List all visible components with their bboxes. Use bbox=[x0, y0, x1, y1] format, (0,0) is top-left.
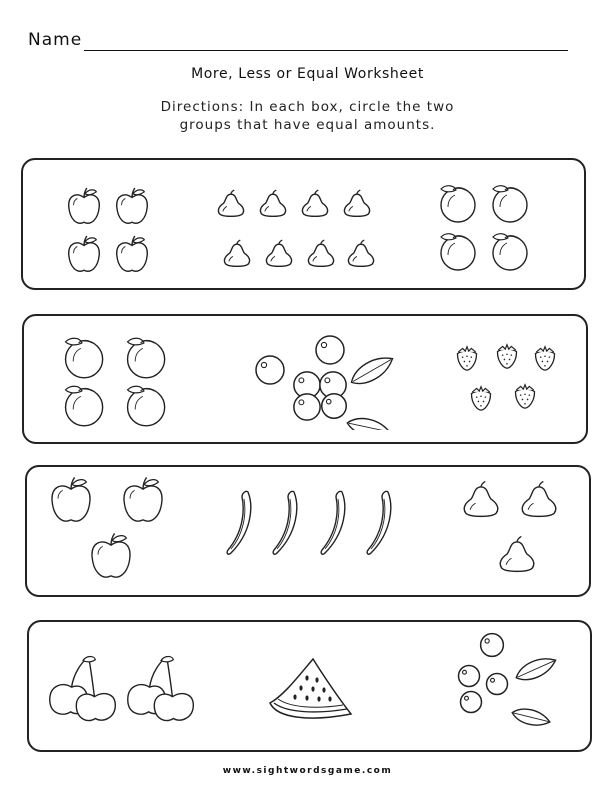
blueberry-icon bbox=[487, 674, 508, 695]
strawberry-icon bbox=[497, 345, 516, 368]
pear-icon bbox=[522, 481, 556, 516]
group-blueberries[interactable] bbox=[451, 630, 581, 734]
orange-icon bbox=[441, 186, 475, 222]
pear-icon bbox=[308, 240, 333, 266]
blueberry-icon bbox=[316, 336, 344, 364]
pear-icon bbox=[260, 190, 285, 216]
pear-icon bbox=[266, 240, 291, 266]
directions-line-1: Directions: In each box, circle the two bbox=[160, 99, 455, 115]
pear-icon bbox=[302, 190, 327, 216]
blueberry-icon bbox=[256, 356, 284, 384]
orange-icon bbox=[493, 186, 527, 222]
banana-icon bbox=[321, 491, 345, 554]
banana-icon bbox=[273, 491, 297, 554]
group-oranges[interactable] bbox=[431, 178, 535, 278]
group-cherries[interactable] bbox=[43, 648, 203, 734]
group-watermelon[interactable] bbox=[265, 654, 357, 726]
group-blueberries[interactable] bbox=[248, 330, 400, 430]
pear-icon bbox=[218, 190, 243, 216]
group-oranges[interactable] bbox=[56, 330, 176, 430]
orange-icon bbox=[128, 338, 165, 378]
orange-icon bbox=[66, 386, 103, 426]
footer-website: www.sightwordsgame.com bbox=[222, 766, 393, 776]
leaf-icon bbox=[346, 415, 391, 430]
apple-icon bbox=[52, 477, 90, 521]
blueberry-icon bbox=[459, 666, 480, 687]
group-pears[interactable] bbox=[455, 469, 565, 587]
strawberry-icon bbox=[515, 385, 534, 408]
apple-icon bbox=[69, 188, 100, 223]
cherry-icon bbox=[128, 657, 194, 721]
blueberry-icon bbox=[294, 394, 320, 420]
watermelon-slice-icon bbox=[270, 659, 351, 718]
leaf-icon bbox=[510, 706, 551, 730]
directions-line-2: groups that have equal amounts. bbox=[179, 117, 436, 133]
strawberry-icon bbox=[457, 347, 476, 370]
orange-icon bbox=[441, 234, 475, 270]
pear-icon bbox=[344, 190, 369, 216]
group-pears[interactable] bbox=[211, 182, 381, 278]
problem-box-1 bbox=[21, 158, 586, 290]
name-label: Name bbox=[28, 30, 83, 50]
group-strawberries[interactable] bbox=[450, 342, 566, 420]
problem-box-3 bbox=[25, 465, 591, 597]
leaf-icon bbox=[347, 351, 397, 390]
blueberry-icon bbox=[461, 692, 482, 713]
apple-icon bbox=[117, 188, 148, 223]
group-apples[interactable] bbox=[61, 184, 161, 280]
problem-box-2 bbox=[22, 314, 588, 444]
cherry-icon bbox=[50, 657, 116, 721]
banana-icon bbox=[227, 491, 251, 554]
strawberry-icon bbox=[471, 387, 490, 410]
orange-icon bbox=[66, 338, 103, 378]
worksheet-title: More, Less or Equal Worksheet bbox=[191, 66, 424, 82]
name-line[interactable] bbox=[84, 50, 568, 51]
orange-icon bbox=[128, 386, 165, 426]
banana-icon bbox=[367, 491, 391, 554]
strawberry-icon bbox=[535, 347, 554, 370]
leaf-icon bbox=[513, 653, 559, 685]
orange-icon bbox=[493, 234, 527, 270]
pear-icon bbox=[464, 481, 498, 516]
problem-box-4 bbox=[27, 620, 592, 752]
apple-icon bbox=[69, 236, 100, 271]
pear-icon bbox=[500, 536, 534, 571]
apple-icon bbox=[92, 533, 130, 577]
apple-icon bbox=[117, 236, 148, 271]
name-row bbox=[28, 30, 568, 54]
group-bananas[interactable] bbox=[219, 487, 403, 563]
pear-icon bbox=[348, 240, 373, 266]
pear-icon bbox=[224, 240, 249, 266]
blueberry-icon bbox=[322, 394, 347, 419]
apple-icon bbox=[124, 477, 162, 521]
blueberry-icon bbox=[481, 634, 504, 657]
group-apples[interactable] bbox=[45, 473, 185, 591]
